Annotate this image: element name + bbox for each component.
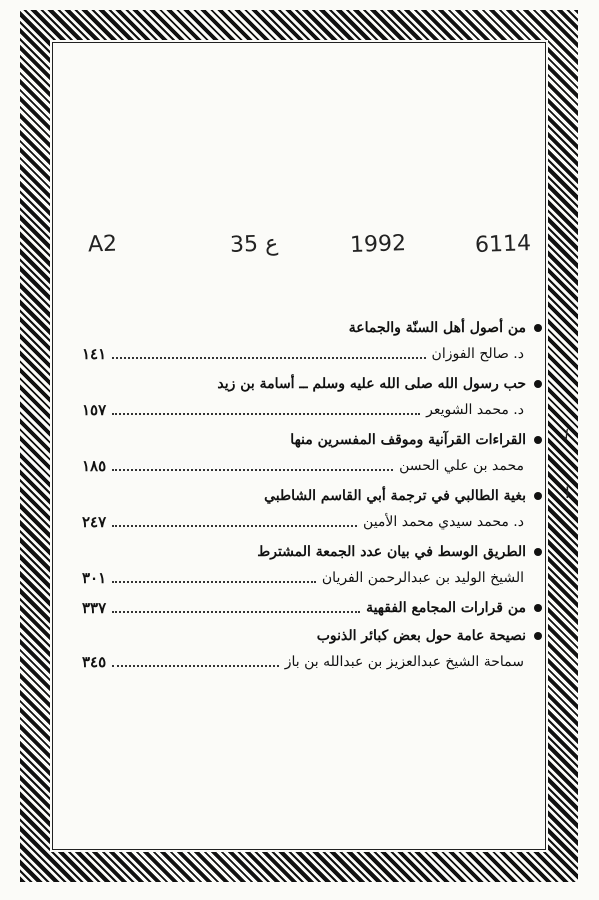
dot-leader <box>112 517 357 527</box>
entry-title-text: من أصول أهل السنّة والجماعة <box>348 320 526 336</box>
dot-leader <box>112 349 425 359</box>
entry-page-number: ٢٤٧ <box>82 513 107 531</box>
toc-entry-author <box>82 649 542 675</box>
bullet-icon <box>534 324 542 332</box>
toc-entry-author <box>82 397 542 423</box>
dot-leader <box>112 657 279 667</box>
entry-page-number: ١٤١ <box>82 345 107 363</box>
margin-mark: I <box>565 483 570 502</box>
dot-leader <box>112 405 420 415</box>
entry-title-text: القراءات القرآنية وموقف المفسرين منها <box>290 432 526 448</box>
entry-title-text: الطريق الوسط في بيان عدد الجمعة المشترط <box>257 544 526 560</box>
dot-leader <box>112 603 360 613</box>
entry-author-text: د. محمد سيدي محمد الأمين <box>363 514 524 530</box>
table-of-contents <box>82 315 542 679</box>
toc-entry-author <box>82 453 542 479</box>
toc-entry-inline <box>82 595 542 621</box>
handwritten-note: 35 ع <box>229 231 279 258</box>
bullet-icon <box>534 604 542 612</box>
toc-entry-title <box>82 623 542 649</box>
entry-title-text: من قرارات المجامع الفقهية <box>366 600 526 616</box>
toc-entry-title <box>82 315 542 341</box>
handwritten-notes <box>80 232 530 272</box>
entry-page-number: ١٥٧ <box>82 401 107 419</box>
toc-entry-author <box>82 565 542 591</box>
entry-author-text: د. محمد الشويعر <box>426 402 524 418</box>
handwritten-note: 1992 <box>349 231 407 258</box>
handwritten-note: 6114 <box>474 231 532 258</box>
entry-page-number: ١٨٥ <box>82 457 107 475</box>
margin-checkmark: ✓ <box>556 422 578 447</box>
toc-entry-author <box>82 509 542 535</box>
bullet-icon <box>534 548 542 556</box>
toc-entry-title <box>82 427 542 453</box>
toc-entry-title <box>82 539 542 565</box>
toc-entry-title <box>82 483 542 509</box>
bullet-icon <box>534 632 542 640</box>
entry-author-text: سماحة الشيخ عبدالعزيز بن عبدالله بن باز <box>284 654 524 670</box>
entry-author-text: محمد بن علي الحسن <box>399 458 524 474</box>
bullet-icon <box>534 436 542 444</box>
entry-page-number: ٣٣٧ <box>82 599 107 617</box>
handwritten-note: A2 <box>87 231 118 258</box>
bullet-icon <box>534 380 542 388</box>
entry-title-text: بغية الطالبي في ترجمة أبي القاسم الشاطبي <box>264 488 526 504</box>
entry-title-text: نصيحة عامة حول بعض كبائر الذنوب <box>316 628 526 644</box>
toc-entry-author <box>82 341 542 367</box>
entry-author-text: د. صالح الفوزان <box>431 346 524 362</box>
bullet-icon <box>534 492 542 500</box>
entry-author-text: الشيخ الوليد بن عبدالرحمن الفريان <box>321 570 524 586</box>
entry-title-text: حب رسول الله صلى الله عليه وسلم ــ أسامة بن زيد <box>217 376 526 392</box>
dot-leader <box>112 461 393 471</box>
entry-page-number: ٣٤٥ <box>82 653 107 671</box>
toc-entry-title <box>82 371 542 397</box>
entry-page-number: ٣٠١ <box>82 569 107 587</box>
dot-leader <box>112 573 316 583</box>
